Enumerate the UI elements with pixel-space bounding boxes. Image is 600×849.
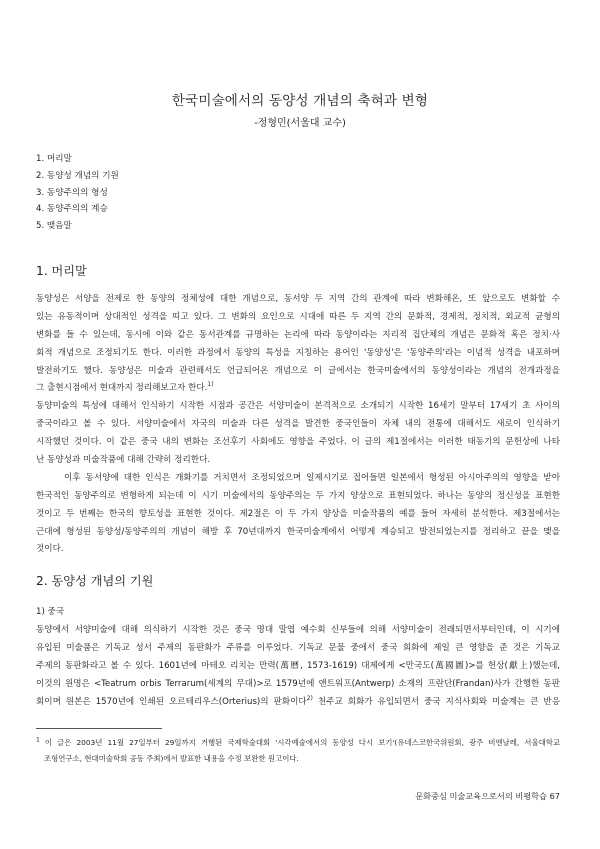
- text-line: 이것의 원명은 <Teatrum orbis Terrarum(세계의 무대)>로 1579년에 앤트워프(Antwerp) 소재의 프란단(Frandan)사가 간행한 동판: [36, 678, 560, 689]
- page-footer: 문화중심 미술교육으로서의 비평학습 67: [415, 791, 560, 801]
- text-line: 한국적인 동양주의로 변형하게 되는데 이 시기 미술에서의 동양주의는 두 가지 양상으로 표현되었다. 하나는 동양의 정신성을 표현한: [36, 490, 560, 501]
- text-run: 그 출현시점에서 현대까지 정리해보고자 한다.: [36, 383, 208, 394]
- text-run: 천주교 회화가 유입되면서 중국 지식사회와 미술계는 큰 반응: [317, 696, 560, 707]
- text-line: [36, 694, 560, 712]
- text-run: 회이며 원본은 1570년에 인쇄된 오르테리우스(Orterius)의 판화이다: [36, 696, 307, 707]
- text-run: 이 글은 2003년 11월 27일부터 29일까지 거행된 국제학술대회 '시각예술에서의 동양성 다시 보기'(유네스코한국위원회, 광주 비엔날레, 서울대학교: [44, 738, 560, 747]
- text-line: 이후 동서양에 대한 인식은 개화기를 거치면서 조정되었으며 일제시기로 접어들면 일본에서 형성된 아시아주의의 영향을 받아: [64, 472, 560, 483]
- text-line: 것이다.: [36, 544, 64, 555]
- table-of-contents: [36, 151, 119, 235]
- text-line: 변화를 들 수 있는데, 동시에 이와 같은 동서관계를 규명하는 논리에 따라 동양이라는 지리적 집단체의 개념은 문화적 혹은 정치·사: [36, 329, 560, 340]
- text-line: 중국이라고 볼 수 있다. 서양미술에서 자국의 미술과 다른 성격을 발견한 중국인들이 자체 내의 전통에 대해서도 새로이 인식하기: [36, 419, 560, 430]
- footnote: [36, 735, 560, 767]
- toc-item: 3. 동양주의의 형성: [36, 187, 108, 198]
- text-line: 동양에서 서양미술에 대해 의식하기 시작한 것은 중국 명대 말엽 예수회 신부들에 의해 서양미술이 전래되면서부터인데, 이 시기에: [36, 625, 560, 635]
- text-line: 주제의 동판화라고 볼 수 있다. 1601년에 마테오 리치는 만력(萬曆, 1573-1619) 대제에게 <만국도(萬國圖)>를 헌상(獻上)했는데,: [36, 660, 560, 671]
- text-line: 유입된 미술품은 기독교 성서 주제의 동판화가 주류를 이루었다. 기독교 문물 중에서 중국 회화에 제일 큰 영향을 준 것은 기독교: [36, 642, 560, 653]
- text-line: 시작했던 것이다. 이 같은 중국 내의 변화는 조선후기 사회에도 영향을 주었다. 이 글의 제1절에서는 이러한 태동기의 문헌상에 나타: [36, 437, 560, 448]
- toc-item: 4. 동양주의의 계승: [36, 204, 108, 215]
- toc-item: 1. 머리말: [36, 154, 72, 164]
- paragraph: [36, 291, 560, 559]
- text-line: 근대에 형성된 동양성/동양주의의 개념이 해방 후 70년대까지 한국미술계에서 어떻게 계승되고 발전되었는지를 정리하고 끝을 맺을: [36, 526, 560, 537]
- footnote-divider: [36, 728, 162, 729]
- author-line: -정형민(서울대 교수): [254, 118, 346, 129]
- section-heading: 1. 머리말: [36, 264, 87, 278]
- text-line: 회적 개념으로 조정되기도 한다. 이러한 과정에서 동양의 특성을 지칭하는 용어인 '동양성'은 '동양주의'라는 이념적 성격을 내포하며: [36, 347, 560, 358]
- text-line: [36, 380, 560, 398]
- section-heading: 2. 동양성 개념의 기원: [36, 574, 154, 588]
- text-line: [36, 735, 560, 751]
- subsection-heading: 1) 중국: [36, 607, 65, 617]
- footnote-ref: 2): [306, 694, 313, 702]
- text-line: 있는 유동적이며 상대적인 성격을 띠고 있다. 그 변화의 요인으로 시대에 따른 두 지역 간의 문화적, 경제적, 정치적, 외교적 균형의: [36, 311, 560, 322]
- text-line: 난 동양성과 미술작품에 대해 간략히 정리한다.: [36, 455, 211, 466]
- text-line: 발전하기도 했다. 동양성은 미술과 관련해서도 언급되어온 개념으로 이 글에서는 한국미술에서의 동양성이라는 개념의 전개과정을: [36, 365, 560, 376]
- footnote-mark: 1: [36, 736, 40, 744]
- page-title: 한국미술에서의 동양성 개념의 축혀과 변형: [171, 93, 429, 109]
- text-line: 조형연구소, 현대미술학회 공동 주최)에서 발표한 내용을 수정 보완한 원고이다.: [44, 754, 299, 763]
- paragraph: [36, 622, 560, 711]
- text-line: 동양미술의 특성에 대해서 인식하기 시작한 시점과 공간은 서양미술이 본격적으로 소개되기 시작한 16세기 말부터 17세기 초 사이의: [36, 401, 560, 412]
- text-line: 것이고 두 번째는 한국의 향토성을 표현한 것이다. 제2절은 이 두 가지 양상을 미술작품의 예를 들어 자세히 분석한다. 제3절에서는: [36, 508, 560, 519]
- text-line: 동양성은 서양을 전제로 한 동양의 정체성에 대한 개념으로, 동서양 두 지역 간의 관계에 따라 변화해온, 또 앞으로도 변화할 수: [36, 294, 560, 304]
- toc-item: 5. 맺음말: [36, 221, 72, 232]
- toc-item: 2. 동양성 개념의 기원: [36, 170, 119, 181]
- footnote-ref: 1): [207, 381, 214, 389]
